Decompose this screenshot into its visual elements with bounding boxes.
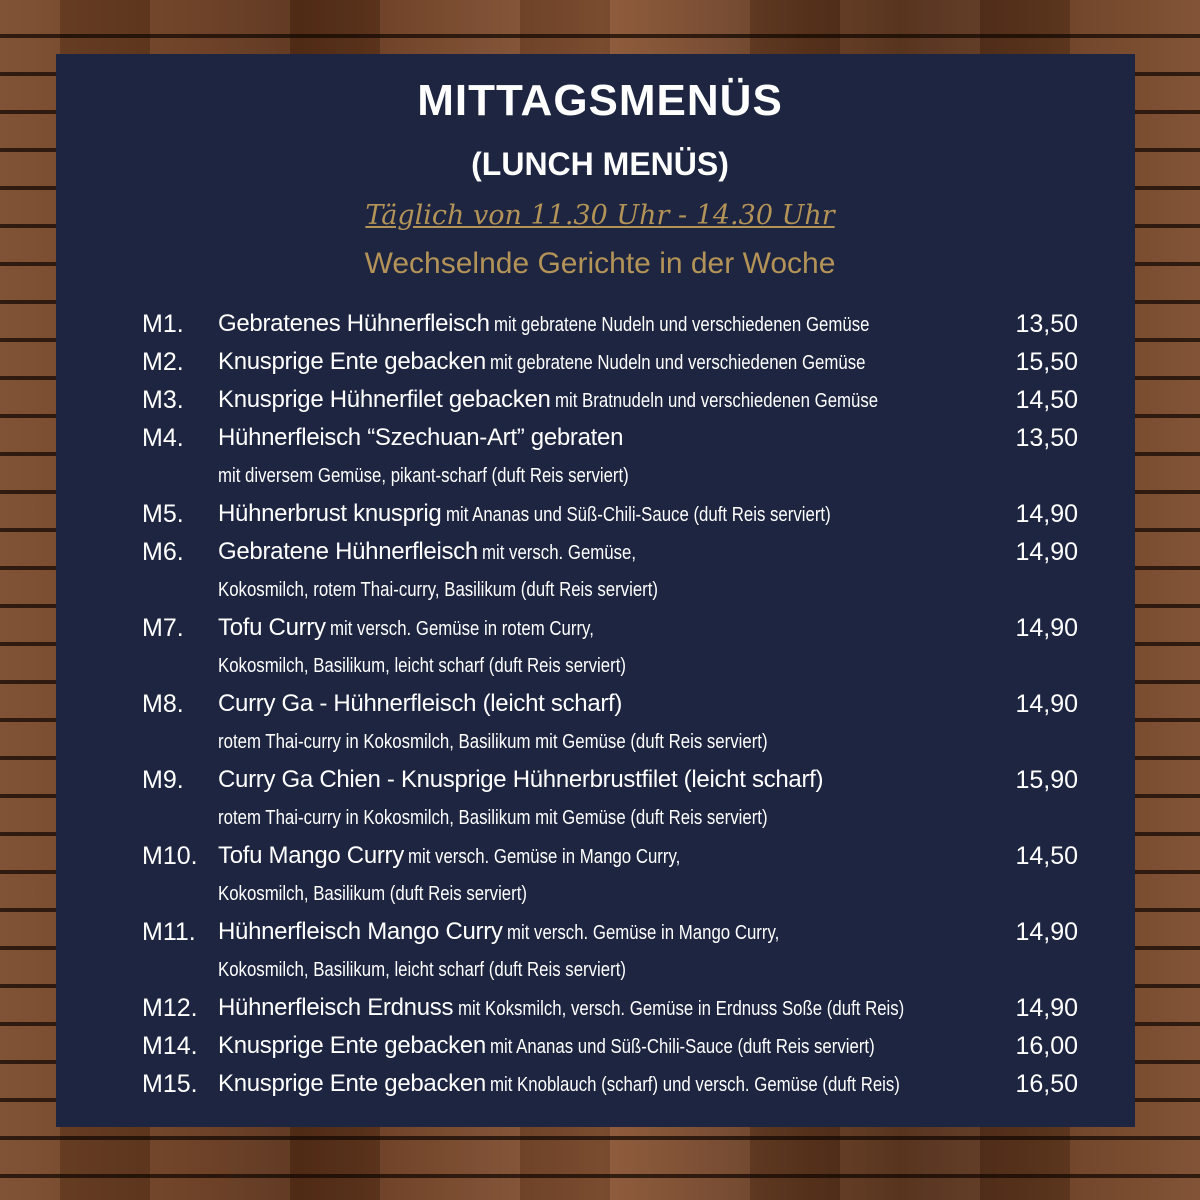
- item-code: M10.: [142, 842, 198, 870]
- menu-item: [0, 761, 1200, 799]
- item-description: mit Bratnudeln und verschiedenen Gemüse: [555, 390, 879, 412]
- menu-item-continuation: [0, 723, 1200, 761]
- item-description: mit Koksmilch, versch. Gemüse in Erdnuss Soße (duft Reis): [457, 998, 904, 1020]
- item-name: Tofu Curry: [218, 614, 326, 641]
- item-price: 16,00: [1015, 1032, 1078, 1060]
- menu-item: [0, 685, 1200, 723]
- menu-item: [0, 419, 1200, 457]
- item-price: 13,50: [1015, 424, 1078, 452]
- item-price: 14,90: [1015, 500, 1078, 528]
- item-code: M4.: [142, 424, 184, 452]
- item-name: Knusprige Ente gebacken: [218, 348, 486, 375]
- item-description: Kokosmilch, Basilikum, leicht scharf (duft Reis serviert): [218, 655, 626, 677]
- item-price: 14,90: [1015, 690, 1078, 718]
- item-code: M1.: [142, 310, 184, 338]
- menu-item-continuation: [0, 571, 1200, 609]
- item-description: Kokosmilch, Basilikum, leicht scharf (duft Reis serviert): [218, 959, 626, 981]
- item-price: 14,90: [1015, 614, 1078, 642]
- item-description: Kokosmilch, Basilikum (duft Reis serviert): [218, 883, 528, 905]
- item-name: Tofu Mango Curry: [218, 842, 404, 869]
- item-code: M9.: [142, 766, 184, 794]
- item-code: M6.: [142, 538, 184, 566]
- menu-item: [0, 533, 1200, 571]
- item-name: Hühnerbrust knusprig: [218, 500, 442, 527]
- item-code: M7.: [142, 614, 184, 642]
- weekly-note: Wechselnde Gerichte in der Woche: [364, 247, 836, 280]
- item-code: M12.: [142, 994, 198, 1022]
- item-name: Curry Ga - Hühnerfleisch (leicht scharf): [218, 690, 623, 717]
- item-name: Curry Ga Chien - Knusprige Hühnerbrustfilet (leicht scharf): [218, 766, 824, 793]
- menu-item: [0, 1065, 1200, 1103]
- item-name: Gebratene Hühnerfleisch: [218, 538, 478, 565]
- item-price: 14,90: [1015, 994, 1078, 1022]
- menu-item: [0, 1027, 1200, 1065]
- item-description: mit versch. Gemüse in Mango Curry,: [408, 846, 681, 868]
- item-code: M8.: [142, 690, 184, 718]
- menu-item-continuation: [0, 647, 1200, 685]
- item-description: mit Ananas und Süß-Chili-Sauce (duft Reis serviert): [490, 1036, 876, 1058]
- item-description: mit versch. Gemüse in Mango Curry,: [507, 922, 780, 944]
- item-description: mit versch. Gemüse in rotem Curry,: [330, 618, 595, 640]
- item-name: Knusprige Ente gebacken: [218, 1070, 486, 1097]
- item-name: Hühnerfleisch Erdnuss: [218, 994, 454, 1021]
- item-description: rotem Thai-curry in Kokosmilch, Basilikum mit Gemüse (duft Reis serviert): [218, 807, 768, 829]
- item-name: Knusprige Hühnerfilet gebacken: [218, 386, 551, 413]
- menu-item: [0, 381, 1200, 419]
- item-name: Gebratenes Hühnerfleisch: [218, 310, 490, 337]
- item-description: mit versch. Gemüse,: [482, 542, 637, 564]
- item-price: 14,90: [1015, 538, 1078, 566]
- item-name: Hühnerfleisch Mango Curry: [218, 918, 503, 945]
- item-price: 14,50: [1015, 842, 1078, 870]
- menu-item-continuation: [0, 951, 1200, 989]
- menu-item: [0, 837, 1200, 875]
- item-price: 14,90: [1015, 918, 1078, 946]
- item-code: M2.: [142, 348, 184, 376]
- menu-item: [0, 495, 1200, 533]
- item-price: 15,90: [1015, 766, 1078, 794]
- item-price: 13,50: [1015, 310, 1078, 338]
- menu-item: [0, 913, 1200, 951]
- menu-item-continuation: [0, 799, 1200, 837]
- page-subtitle: (LUNCH MENÜS): [471, 146, 729, 182]
- menu-item-continuation: [0, 875, 1200, 913]
- opening-hours: Täglich von 11.30 Uhr - 14.30 Uhr: [365, 200, 835, 231]
- item-name: Knusprige Ente gebacken: [218, 1032, 486, 1059]
- item-description: rotem Thai-curry in Kokosmilch, Basilikum mit Gemüse (duft Reis serviert): [218, 731, 768, 753]
- menu-item: [0, 989, 1200, 1027]
- item-code: M14.: [142, 1032, 198, 1060]
- item-description: mit Ananas und Süß-Chili-Sauce (duft Reis serviert): [445, 504, 831, 526]
- menu-list: [0, 305, 1200, 1103]
- item-description: mit diversem Gemüse, pikant-scharf (duft Reis serviert): [218, 465, 629, 487]
- item-description: mit gebratene Nudeln und verschiedenen Gemüse: [494, 314, 870, 336]
- item-description: Kokosmilch, rotem Thai-curry, Basilikum (duft Reis serviert): [218, 579, 659, 601]
- menu-item: [0, 343, 1200, 381]
- item-price: 15,50: [1015, 348, 1078, 376]
- menu-item: [0, 305, 1200, 343]
- item-description: mit Knoblauch (scharf) und versch. Gemüse (duft Reis): [490, 1074, 901, 1096]
- item-price: 16,50: [1015, 1070, 1078, 1098]
- item-code: M11.: [142, 918, 196, 946]
- item-price: 14,50: [1015, 386, 1078, 414]
- item-code: M5.: [142, 500, 184, 528]
- item-code: M3.: [142, 386, 184, 414]
- menu-item: [0, 609, 1200, 647]
- item-description: mit gebratene Nudeln und verschiedenen Gemüse: [490, 352, 866, 374]
- item-code: M15.: [142, 1070, 198, 1098]
- menu-item-continuation: [0, 457, 1200, 495]
- item-name: Hühnerfleisch “Szechuan-Art” gebraten: [218, 424, 624, 451]
- page-title: MITTAGSMENÜS: [417, 76, 783, 125]
